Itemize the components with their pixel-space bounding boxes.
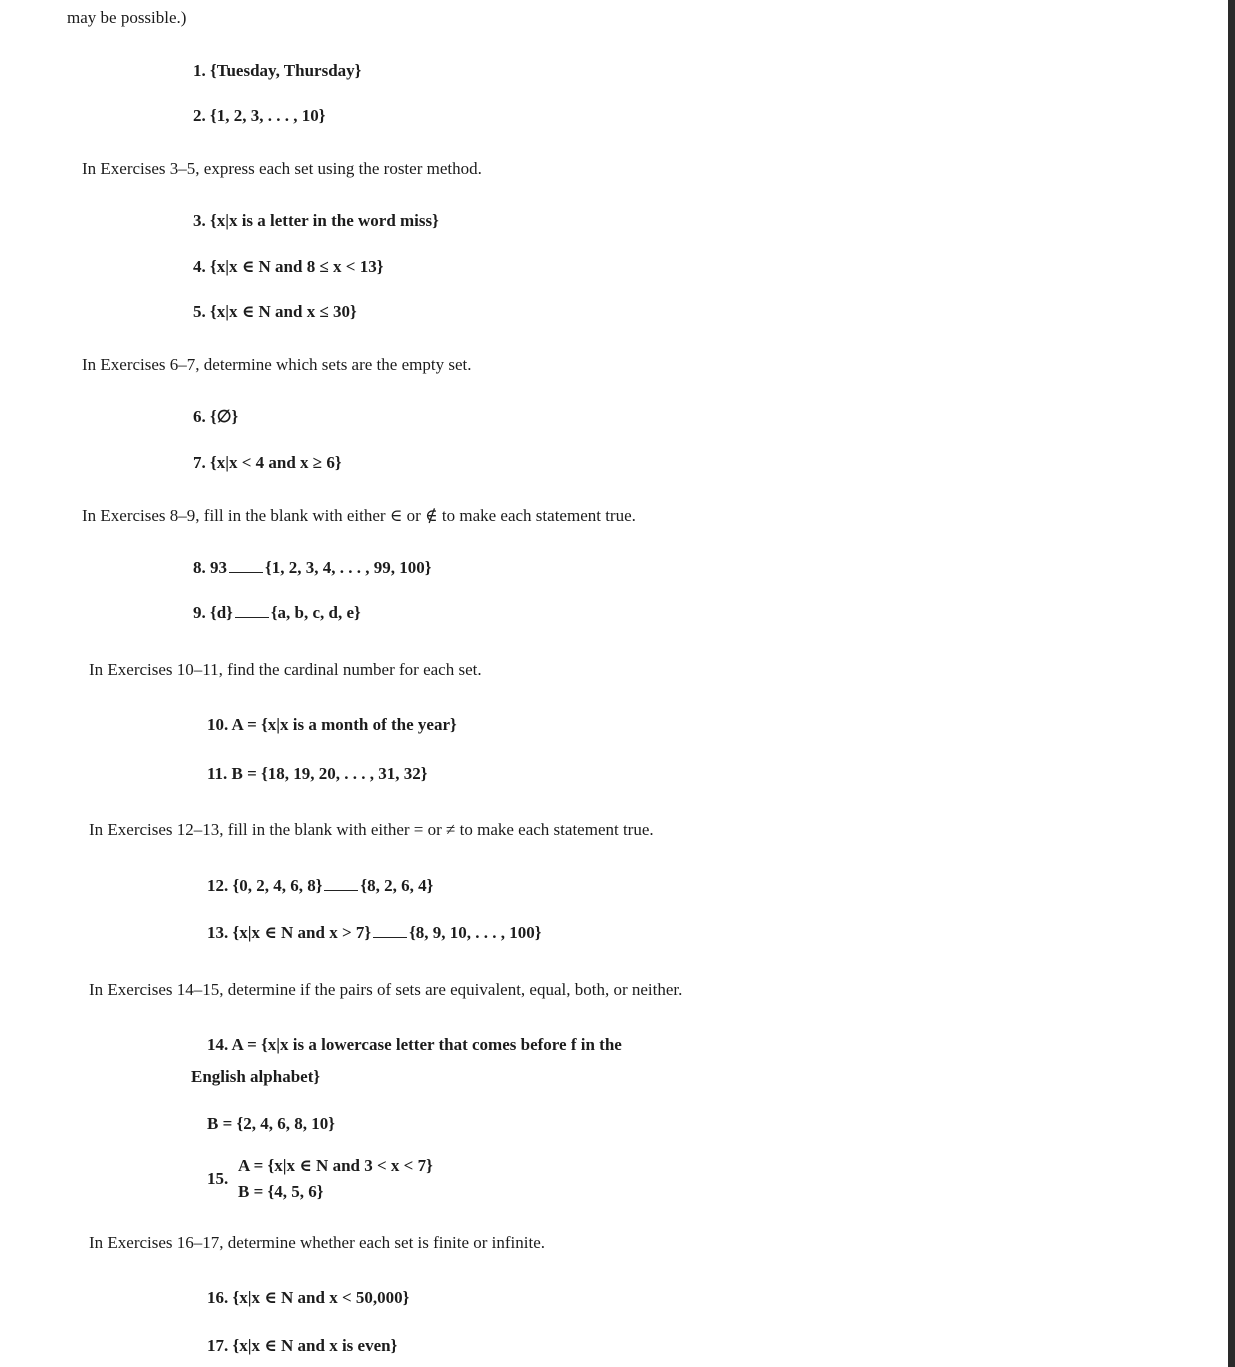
- exercise-15-set-a: A = {x|x ∈ N and 3 < x < 7}: [238, 1156, 433, 1175]
- exercise-8-right: {1, 2, 3, 4, . . . , 99, 100}: [265, 558, 432, 577]
- exercise-16: 16. {x|x ∈ N and x < 50,000}: [207, 1288, 410, 1307]
- exercise-13-left: 13. {x|x ∈ N and x > 7}: [207, 923, 372, 942]
- exercise-17: 17. {x|x ∈ N and x is even}: [207, 1336, 398, 1355]
- exercise-5: 5. {x|x ∈ N and x ≤ 30}: [193, 302, 357, 321]
- exercise-8: [193, 558, 431, 578]
- intro-tail-text: may be possible.): [67, 8, 187, 27]
- exercise-10: 10. A = {x|x is a month of the year}: [207, 715, 457, 734]
- exercise-15-set-b: B = {4, 5, 6}: [238, 1182, 324, 1201]
- exercise-12-blank: [324, 876, 358, 891]
- page-edge-divider: [1228, 0, 1235, 1367]
- exercise-9-right: {a, b, c, d, e}: [270, 603, 361, 622]
- instruction-14-15: In Exercises 14–15, determine if the pairs of sets are equivalent, equal, both, or neither.: [89, 980, 683, 999]
- instruction-8-9: In Exercises 8–9, fill in the blank with either ∈ or ∉ to make each statement true.: [82, 506, 636, 525]
- exercise-13: [207, 923, 542, 943]
- instruction-12-13: In Exercises 12–13, fill in the blank with either = or ≠ to make each statement true.: [89, 820, 654, 839]
- exercise-2: 2. {1, 2, 3, . . . , 10}: [193, 106, 326, 125]
- exercise-14-line-1: 14. A = {x|x is a lowercase letter that comes before f in the: [207, 1035, 622, 1054]
- exercise-12-left: 12. {0, 2, 4, 6, 8}: [207, 876, 323, 895]
- exercise-6: 6. {∅}: [193, 407, 239, 426]
- instruction-3-5: In Exercises 3–5, express each set using the roster method.: [82, 159, 482, 178]
- exercise-14-line-2: English alphabet}: [191, 1067, 321, 1086]
- exercise-9: [193, 603, 361, 623]
- exercise-1: 1. {Tuesday, Thursday}: [193, 61, 362, 80]
- instruction-10-11: In Exercises 10–11, find the cardinal number for each set.: [89, 660, 482, 679]
- instruction-6-7: In Exercises 6–7, determine which sets are the empty set.: [82, 355, 472, 374]
- exercise-9-left: 9. {d}: [193, 603, 233, 622]
- exercise-7: 7. {x|x < 4 and x ≥ 6}: [193, 453, 342, 472]
- exercise-3: 3. {x|x is a letter in the word miss}: [193, 211, 439, 230]
- exercise-13-right: {8, 9, 10, . . . , 100}: [409, 923, 542, 942]
- exercise-12: [207, 876, 433, 896]
- instruction-16-17: In Exercises 16–17, determine whether each set is finite or infinite.: [89, 1233, 546, 1252]
- exercise-11: 11. B = {18, 19, 20, . . . , 31, 32}: [207, 764, 428, 783]
- exercise-14-set-b: B = {2, 4, 6, 8, 10}: [207, 1114, 335, 1133]
- exercise-15-sets: [238, 1153, 433, 1205]
- exercise-9-blank: [235, 603, 269, 618]
- exercise-8-left: 8. 93: [193, 558, 227, 577]
- exercise-4: 4. {x|x ∈ N and 8 ≤ x < 13}: [193, 257, 384, 276]
- exercise-12-right: {8, 2, 6, 4}: [360, 876, 434, 895]
- exercise-8-blank: [229, 558, 263, 573]
- exercise-13-blank: [373, 923, 407, 938]
- exercise-15-number: 15.: [207, 1169, 229, 1188]
